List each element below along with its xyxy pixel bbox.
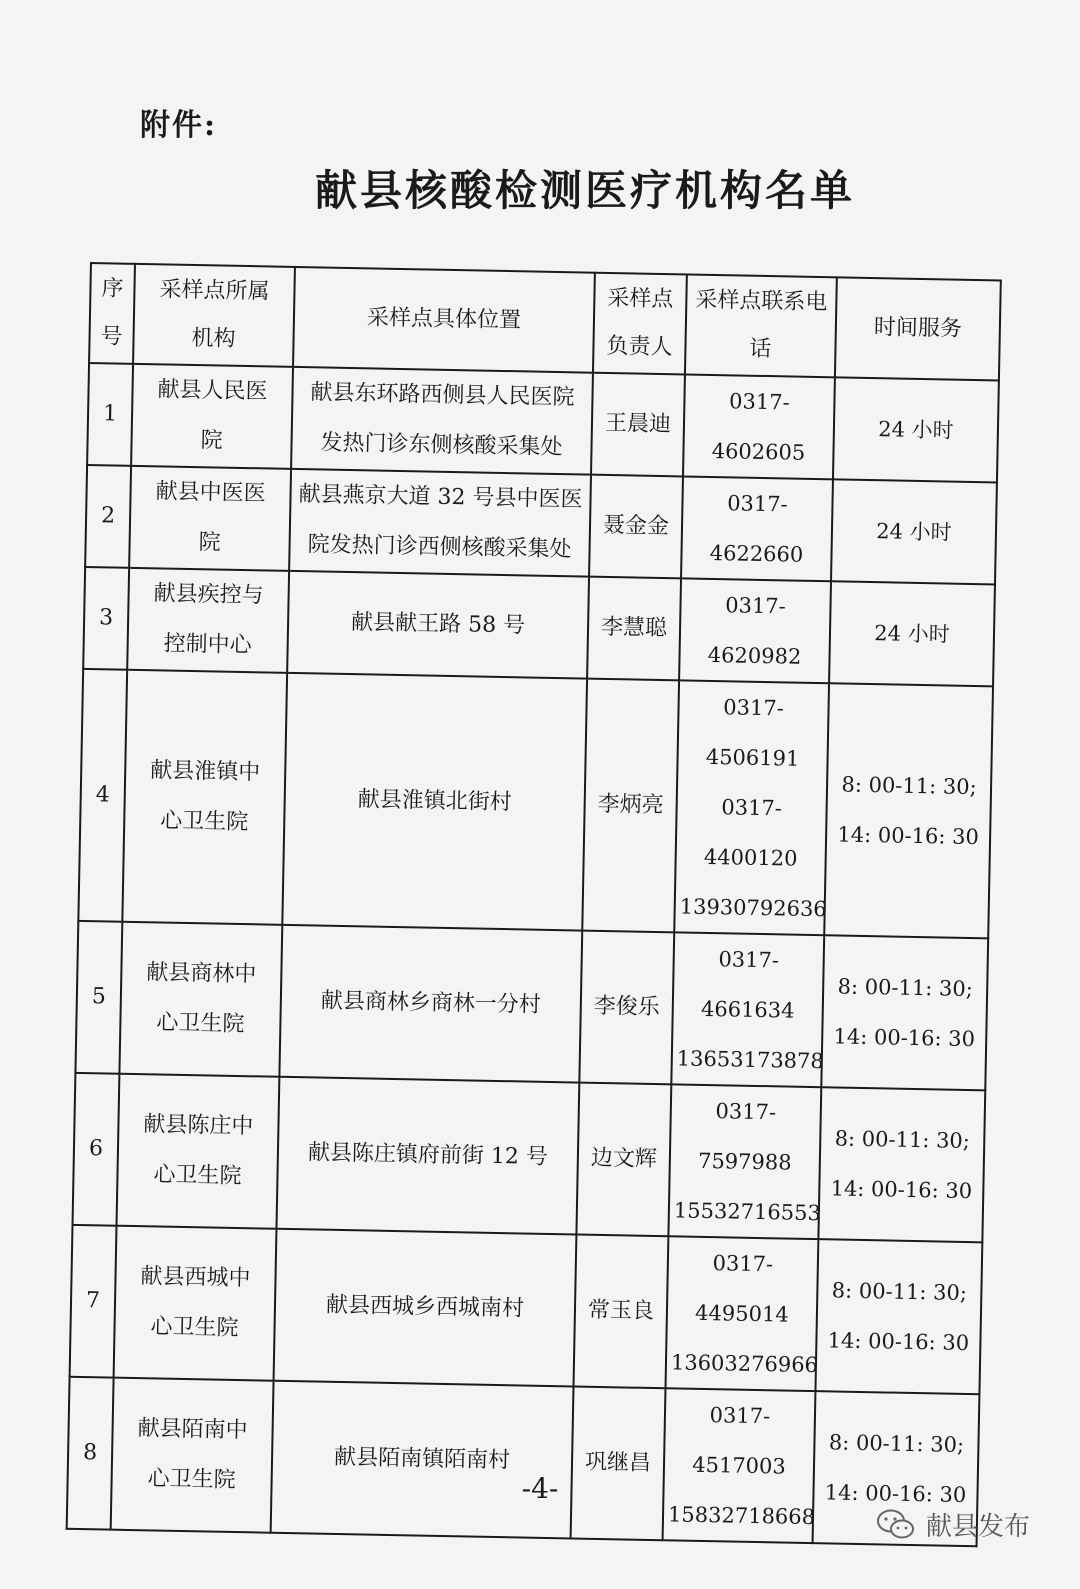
cell-phone <box>671 932 824 1087</box>
cell-seq <box>67 1377 114 1530</box>
cell-org-line: 心卫生院 <box>156 1010 245 1038</box>
cell-location-line: 发热门诊东侧核酸采集处 <box>320 430 563 461</box>
cell-hours-line: 24 小时 <box>874 621 950 647</box>
cell-location <box>291 367 593 475</box>
cell-phone-line: 0317-7597988 <box>697 1099 792 1175</box>
cell-hours <box>824 683 993 938</box>
cell-phone <box>674 680 829 935</box>
header-text: 采样点所属 <box>159 277 270 305</box>
header-text: 采样点具体位置 <box>366 305 522 334</box>
cell-seq-line: 7 <box>85 1288 101 1314</box>
cell-hours-line: 8: 00-11: 30; <box>834 1126 971 1154</box>
cell-person <box>576 1083 671 1237</box>
cell-org <box>122 670 287 925</box>
cell-person-line: 常玉良 <box>587 1297 655 1325</box>
cell-hours <box>815 1239 982 1394</box>
cell-org-line: 献县陌南中 <box>137 1416 248 1444</box>
cell-hours-line: 8: 00-11: 30; <box>831 1278 968 1306</box>
cell-seq-line: 2 <box>100 503 116 529</box>
cell-phone-line: 0317-4506191 <box>705 695 800 771</box>
cell-org-line: 控制中心 <box>163 631 252 659</box>
cell-location-line: 献县献王路 58 号 <box>350 610 526 639</box>
cell-seq <box>70 1225 117 1378</box>
cell-org-line: 献县人民医 <box>157 377 268 405</box>
cell-phone-line: 0317-4517003 <box>692 1403 786 1479</box>
wechat-icon <box>876 1508 916 1542</box>
table-body <box>67 363 999 1546</box>
cell-hours <box>818 1087 985 1242</box>
cell-phone <box>663 1388 816 1543</box>
page-number: -4- <box>521 1472 559 1505</box>
cell-location <box>279 925 582 1083</box>
cell-org-line: 心卫生院 <box>160 808 249 836</box>
cell-phone-line: 13653173878 <box>676 1046 825 1074</box>
cell-seq <box>83 567 129 670</box>
cell-location-line: 献县陈庄镇府前街 12 号 <box>307 1140 549 1170</box>
table-header-row <box>89 263 1001 380</box>
cell-seq-line: 5 <box>91 984 107 1010</box>
cell-location <box>271 1381 574 1539</box>
cell-hours-line: 14: 00-16: 30 <box>833 1024 976 1052</box>
cell-org <box>111 1378 274 1533</box>
cell-phone-line: 13930792636 <box>679 894 827 922</box>
cell-org-line: 献县中医医 <box>155 479 266 507</box>
table-row <box>73 1073 986 1242</box>
cell-hours-line: 14: 00-16: 30 <box>824 1480 967 1508</box>
cell-location-line: 献县陌南镇陌南村 <box>333 1444 511 1474</box>
cell-hours <box>831 479 997 584</box>
cell-org <box>119 922 282 1077</box>
cell-phone <box>681 476 833 581</box>
table-row <box>75 921 988 1090</box>
header-hours <box>835 277 1001 380</box>
header-text: 号 <box>100 324 123 350</box>
header-org <box>133 264 295 367</box>
cell-location <box>276 1077 579 1235</box>
cell-hours-line: 14: 00-16: 30 <box>830 1176 973 1204</box>
cell-phone-line: 0317-4400120 <box>703 795 798 871</box>
cell-seq-line: 6 <box>88 1136 104 1162</box>
cell-phone <box>668 1084 821 1239</box>
cell-person-line: 聂金金 <box>602 512 670 540</box>
cell-org-line: 献县疾控与 <box>153 581 264 609</box>
cell-person-line: 王晨迪 <box>604 410 672 438</box>
cell-org-line: 心卫生院 <box>153 1162 242 1190</box>
table-row <box>83 567 995 686</box>
header-text: 话 <box>749 336 772 363</box>
cell-phone-line: 0317-4661634 <box>700 947 795 1023</box>
cell-person-line: 李炳亮 <box>597 791 664 819</box>
cell-location-line: 献县西城乡西城南村 <box>325 1292 525 1322</box>
cell-hours-line: 24 小时 <box>878 417 954 443</box>
table-row <box>67 1377 980 1546</box>
header-seq <box>89 263 135 364</box>
cell-phone <box>679 578 831 683</box>
cell-person-line: 李俊乐 <box>593 993 661 1021</box>
cell-phone-line: 0317-4622660 <box>709 491 804 567</box>
cell-phone-line: 0317-4495014 <box>694 1251 789 1327</box>
cell-hours-line: 8: 00-11: 30; <box>828 1430 965 1457</box>
cell-person-line: 边文辉 <box>590 1145 658 1173</box>
header-phone <box>685 274 837 377</box>
cell-seq <box>78 669 127 922</box>
cell-org-line: 献县西城中 <box>140 1264 251 1292</box>
cell-hours <box>821 935 988 1090</box>
table-row <box>70 1225 983 1394</box>
cell-location <box>287 571 589 679</box>
cell-person <box>589 475 683 579</box>
cell-phone-line: 0317-4602605 <box>711 389 806 465</box>
cell-person-line: 巩继昌 <box>584 1449 652 1476</box>
cell-org <box>114 1226 277 1381</box>
cell-location-line: 献县商林乡商林一分村 <box>320 988 542 1018</box>
cell-org <box>127 568 289 673</box>
cell-org-line: 献县商林中 <box>146 960 257 988</box>
watermark-text: 献县发布 <box>925 1512 1030 1542</box>
cell-location <box>274 1229 577 1387</box>
cell-org-line: 献县陈庄中 <box>143 1112 254 1140</box>
table-row <box>85 465 997 584</box>
table-row <box>87 363 999 482</box>
document-title: 献县核酸检测医疗机构名单 <box>314 166 855 215</box>
cell-seq-line: 3 <box>98 605 114 631</box>
cell-person <box>591 373 685 477</box>
cell-org <box>117 1074 280 1229</box>
cell-person <box>582 679 679 933</box>
attachment-label: 附件: <box>140 108 218 143</box>
cell-hours-line: 24 小时 <box>876 519 952 545</box>
cell-hours-line: 8: 00-11: 30; <box>837 974 974 1002</box>
cell-org-line: 院 <box>200 428 223 454</box>
cell-phone-line: 13603276966 <box>670 1350 819 1378</box>
cell-hours-line: 14: 00-16: 30 <box>837 822 980 850</box>
cell-hours-line: 8: 00-11: 30; <box>841 772 977 800</box>
watermark <box>876 1506 1030 1543</box>
cell-person-line: 李慧聪 <box>600 614 668 642</box>
header-location <box>293 267 595 373</box>
cell-org <box>131 364 293 469</box>
cell-org-line: 院 <box>198 530 221 556</box>
cell-location-line: 献县燕京大道 32 号县中医医 <box>298 482 583 513</box>
cell-hours <box>833 377 999 482</box>
cell-org-line: 心卫生院 <box>147 1466 236 1494</box>
cell-seq-line: 4 <box>95 782 111 808</box>
header-text: 时间服务 <box>873 315 963 342</box>
cell-phone <box>683 374 835 479</box>
cell-org-line: 献县淮镇中 <box>149 758 261 786</box>
header-text: 采样点 <box>607 285 674 313</box>
cell-person <box>579 931 674 1085</box>
header-person <box>593 273 687 375</box>
cell-phone-line: 15832718668 <box>667 1502 816 1530</box>
cell-person <box>587 577 681 681</box>
cell-org <box>129 466 291 571</box>
table-row <box>78 669 993 938</box>
cell-seq-line: 1 <box>102 401 118 427</box>
cell-hours-line: 14: 00-16: 30 <box>827 1328 970 1356</box>
cell-phone <box>665 1236 818 1391</box>
institution-table <box>66 262 1002 1547</box>
header-text: 机构 <box>191 325 236 352</box>
cell-hours <box>829 581 995 686</box>
cell-location <box>289 469 591 577</box>
cell-org-line: 心卫生院 <box>150 1314 239 1342</box>
header-text: 采样点联系电 <box>695 287 828 316</box>
cell-person <box>574 1235 669 1389</box>
cell-seq <box>75 921 122 1074</box>
cell-seq-line: 8 <box>82 1440 98 1466</box>
institution-table-wrapper <box>66 262 1000 1547</box>
cell-seq <box>73 1073 120 1226</box>
header-text: 序 <box>101 276 124 302</box>
cell-location <box>282 673 587 931</box>
cell-phone-line: 15532716553 <box>673 1198 822 1226</box>
cell-location-line: 献县东环路西侧县人民医院 <box>310 380 575 411</box>
cell-location-line: 院发热门诊西侧核酸采集处 <box>307 532 572 563</box>
cell-location-line: 献县淮镇北街村 <box>357 787 512 816</box>
cell-seq <box>87 363 133 466</box>
cell-seq <box>85 465 131 568</box>
cell-phone-line: 0317-4620982 <box>707 593 802 669</box>
header-text: 负责人 <box>606 333 673 361</box>
cell-person <box>571 1386 666 1540</box>
